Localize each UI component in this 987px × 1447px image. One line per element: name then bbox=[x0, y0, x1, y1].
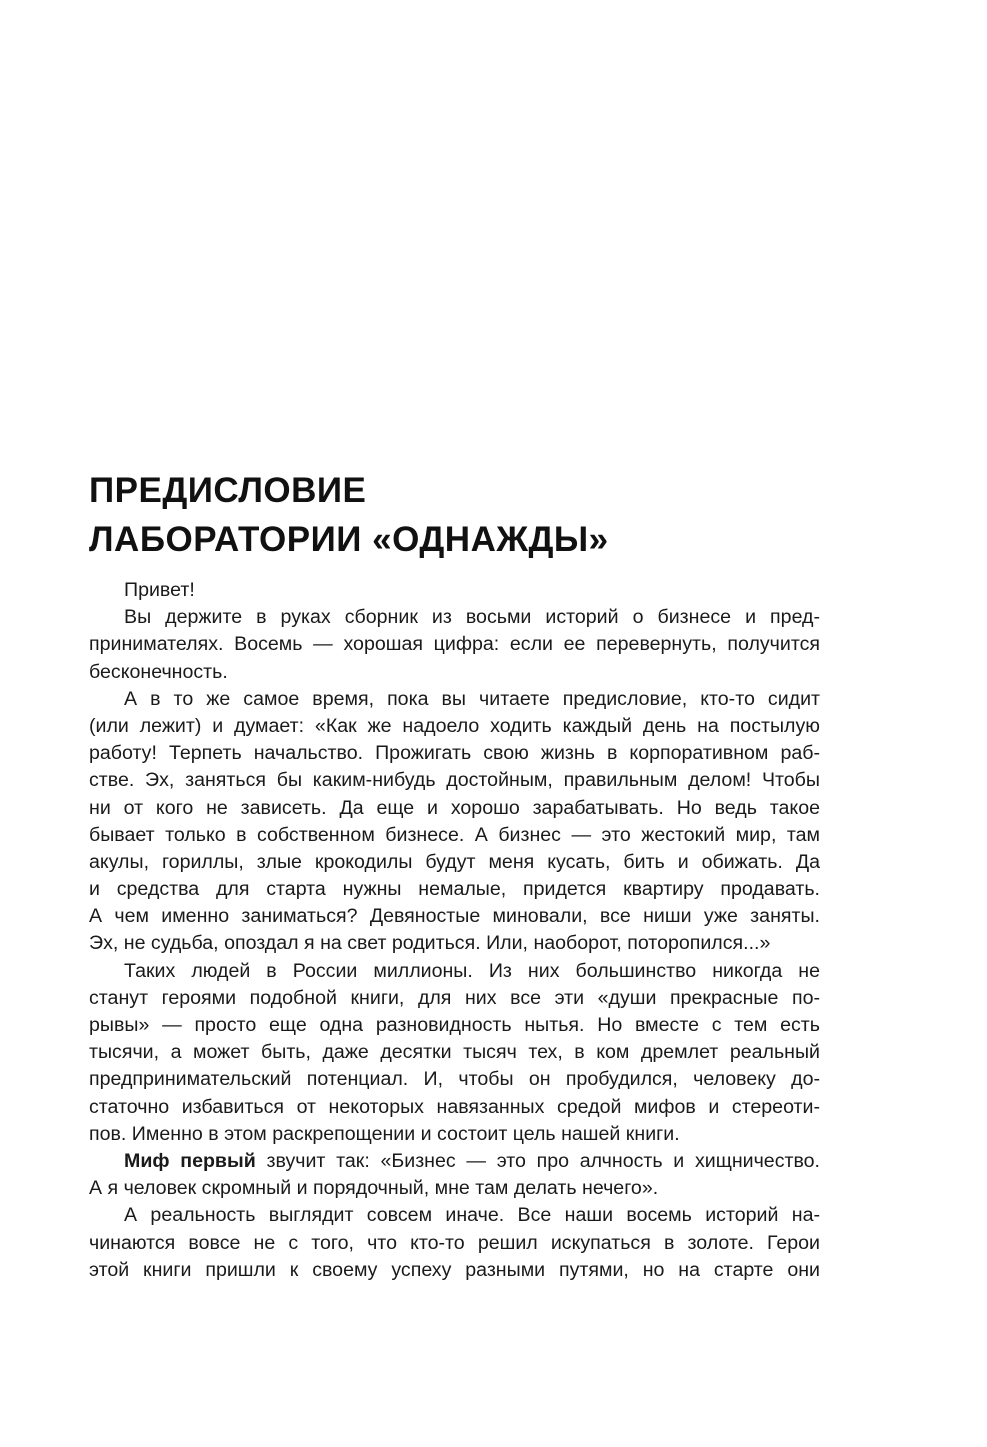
text-line: работу! Терпеть начальство. Прожигать свою жизнь в корпоративном раб- bbox=[89, 742, 820, 765]
myth-label: Миф первый bbox=[124, 1149, 256, 1172]
text-line: предпринимательский потенциал. И, чтобы он пробудился, человеку до- bbox=[89, 1068, 820, 1091]
text-line: (или лежит) и думает: «Как же надоело ходить каждый день на постылую bbox=[89, 714, 820, 737]
myth-line bbox=[89, 1148, 820, 1175]
chapter-title-line-2: ЛАБОРАТОРИИ «ОДНАЖДЫ» bbox=[89, 520, 609, 559]
text-line: и средства для старта нужны немалые, придется квартиру продавать. bbox=[89, 878, 820, 901]
text-line: бесконечность. bbox=[89, 660, 228, 683]
text-line: рывы» — просто еще одна разновидность нытья. Но вместе с тем есть bbox=[89, 1014, 820, 1036]
text-line: стве. Эх, заняться бы каким-нибудь достойным, правильным делом! Чтобы bbox=[89, 769, 820, 792]
text-line: Вы держите в руках сборник из восьми историй о бизнесе и пред- bbox=[124, 606, 820, 629]
text-line: тысячи, а может быть, даже десятки тысяч тех, в ком дремлет реальный bbox=[89, 1041, 820, 1064]
text-line: пов. Именно в этом раскрепощении и состоит цель нашей книги. bbox=[89, 1122, 680, 1145]
text-line: Таких людей в России миллионы. Из них большинство никогда не bbox=[124, 959, 820, 982]
page-content bbox=[89, 466, 820, 1284]
text-line: Эх, не судьба, опоздал я на свет родиться. Или, наоборот, поторопился...» bbox=[89, 932, 771, 955]
myth-text: звучит так: «Бизнес — это про алчность и хищничество. bbox=[266, 1149, 821, 1172]
text-line: бывает только в собственном бизнесе. А бизнес — это жестокий мир, там bbox=[89, 823, 820, 846]
text-line: ни от кого не зависеть. Да еще и хорошо зарабатывать. Но ведь такое bbox=[89, 796, 820, 819]
body-text bbox=[89, 577, 820, 1284]
text-line: принимателях. Восемь — хорошая цифра: если ее перевернуть, получится bbox=[89, 633, 820, 656]
text-line: А в то же самое время, пока вы читаете предисловие, кто-то сидит bbox=[124, 687, 820, 710]
text-line: А реальность выглядит совсем иначе. Все наши восемь историй на- bbox=[124, 1204, 820, 1227]
text-line: А я человек скромный и порядочный, мне там делать нечего». bbox=[89, 1177, 659, 1200]
text-line: статочно избавиться от некоторых навязанных средой мифов и стереоти- bbox=[89, 1095, 820, 1118]
text-line: акулы, гориллы, злые крокодилы будут меня кусать, бить и обижать. Да bbox=[89, 850, 820, 873]
text-line: чинаются вовсе не с того, что кто-то решил искупаться в золоте. Герои bbox=[89, 1231, 820, 1254]
text-line: А чем именно заниматься? Девяностые миновали, все ниши уже заняты. bbox=[89, 905, 820, 928]
text-line: Привет! bbox=[124, 579, 195, 601]
text-line: станут героями подобной книги, для них все эти «души прекрасные по- bbox=[89, 986, 820, 1009]
chapter-title bbox=[89, 466, 820, 564]
chapter-title-line-1: ПРЕДИСЛОВИЕ bbox=[89, 471, 367, 510]
text-line: этой книги пришли к своему успеху разными путями, но на старте они bbox=[89, 1258, 820, 1281]
